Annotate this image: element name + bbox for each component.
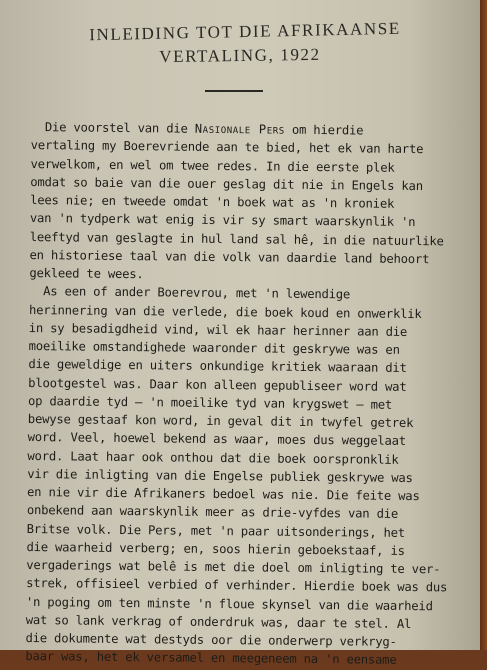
text-line: van 'n tydperk wat enig is vir sy smart waarskynlik 'n <box>29 211 416 230</box>
text-line: bewyse gestaaf kon word, in geval dit in twyfel getrek <box>27 411 414 431</box>
chapter-title-line-2: VERTALING, 1922 <box>159 44 321 67</box>
text-line: die dokumente wat destyds oor die onderwerp verkryg- <box>25 630 397 649</box>
book-binding <box>480 0 487 650</box>
text-line: die geweldige en uiters onkundige kritiek waaraan dit <box>28 357 407 376</box>
text-line: verwelkom, en wel om twee redes. In die eerste plek <box>30 156 395 175</box>
title-divider <box>205 90 263 92</box>
text-line: die waarheid verberg; en, soos hierin geboekstaaf, is <box>26 539 405 558</box>
text-line: strek, offisieel verbied of verhinder. Hierdie boek was dus <box>26 576 448 595</box>
text-line: en nie vir die Afrikaners bedoel was nie. Die feite was <box>27 484 420 504</box>
text-line: As een of ander Boerevrou, met 'n lewendige <box>43 284 351 302</box>
text-line: 'n poging om ten minste 'n floue skynsel van die waarheid <box>25 594 433 613</box>
text-line: en historiese taal van die volk van daardie land behoort <box>29 247 430 266</box>
text-line: leeftyd van geslagte in hul land sal hê, in die natuurlike <box>29 229 444 248</box>
text-line: vir die inligting van die Engelse publiek geskrywe was <box>27 466 413 485</box>
text-line: word. Laat haar ook onthou dat die boek oorspronklik <box>27 448 399 467</box>
text-line: vergaderings wat belê is met die doel om inligting te ver- <box>26 557 441 577</box>
text-span: om hierdie <box>284 122 364 138</box>
chapter-title <box>0 20 480 68</box>
text-line: blootgestel was. Daar kon alleen gepubliseer word wat <box>28 375 407 394</box>
body-text <box>25 118 461 670</box>
text-span: Die voorstel van die <box>44 120 195 136</box>
text-line: word. Veel, hoewel bekend as waar, moes dus weggelaat <box>27 430 407 449</box>
text-line: herinnering van die verlede, die boek koud en onwerklik <box>28 302 422 321</box>
text-line: wat so lank verkrag of onderdruk was, daar te stel. Al <box>25 612 412 631</box>
text-line: op daardie tyd — 'n moeilike tyd van krygswet — met <box>27 393 393 412</box>
text-line: onbekend aan waarskynlik meer as drie-vyfdes van die <box>26 503 399 522</box>
text-line: omdat so baie van die ouer geslag dit nie in Engels kan <box>30 174 423 193</box>
text-line: vertaling my Boerevriende aan te bied, het ek van harte <box>30 138 424 157</box>
text-line: lees nie; en tweede omdat 'n boek wat as 'n kroniek <box>30 192 395 211</box>
text-line: in sy besadigdheid vind, wil ek haar herinner aan die <box>28 320 408 339</box>
chapter-title-line-1: INLEIDING TOT DIE AFRIKAANSE <box>89 18 401 45</box>
text-line: baar was, het ek versamel en meegeneem na 'n eensame <box>25 649 397 668</box>
text-line: moeilike omstandighede waaronder dit geskrywe was en <box>28 338 400 357</box>
text-line: Britse volk. Die Pers, met 'n paar uitsonderings, het <box>26 521 406 540</box>
publisher-name: Nasionale Pers <box>194 121 285 137</box>
text-line: gekleed te wees. <box>29 265 144 282</box>
